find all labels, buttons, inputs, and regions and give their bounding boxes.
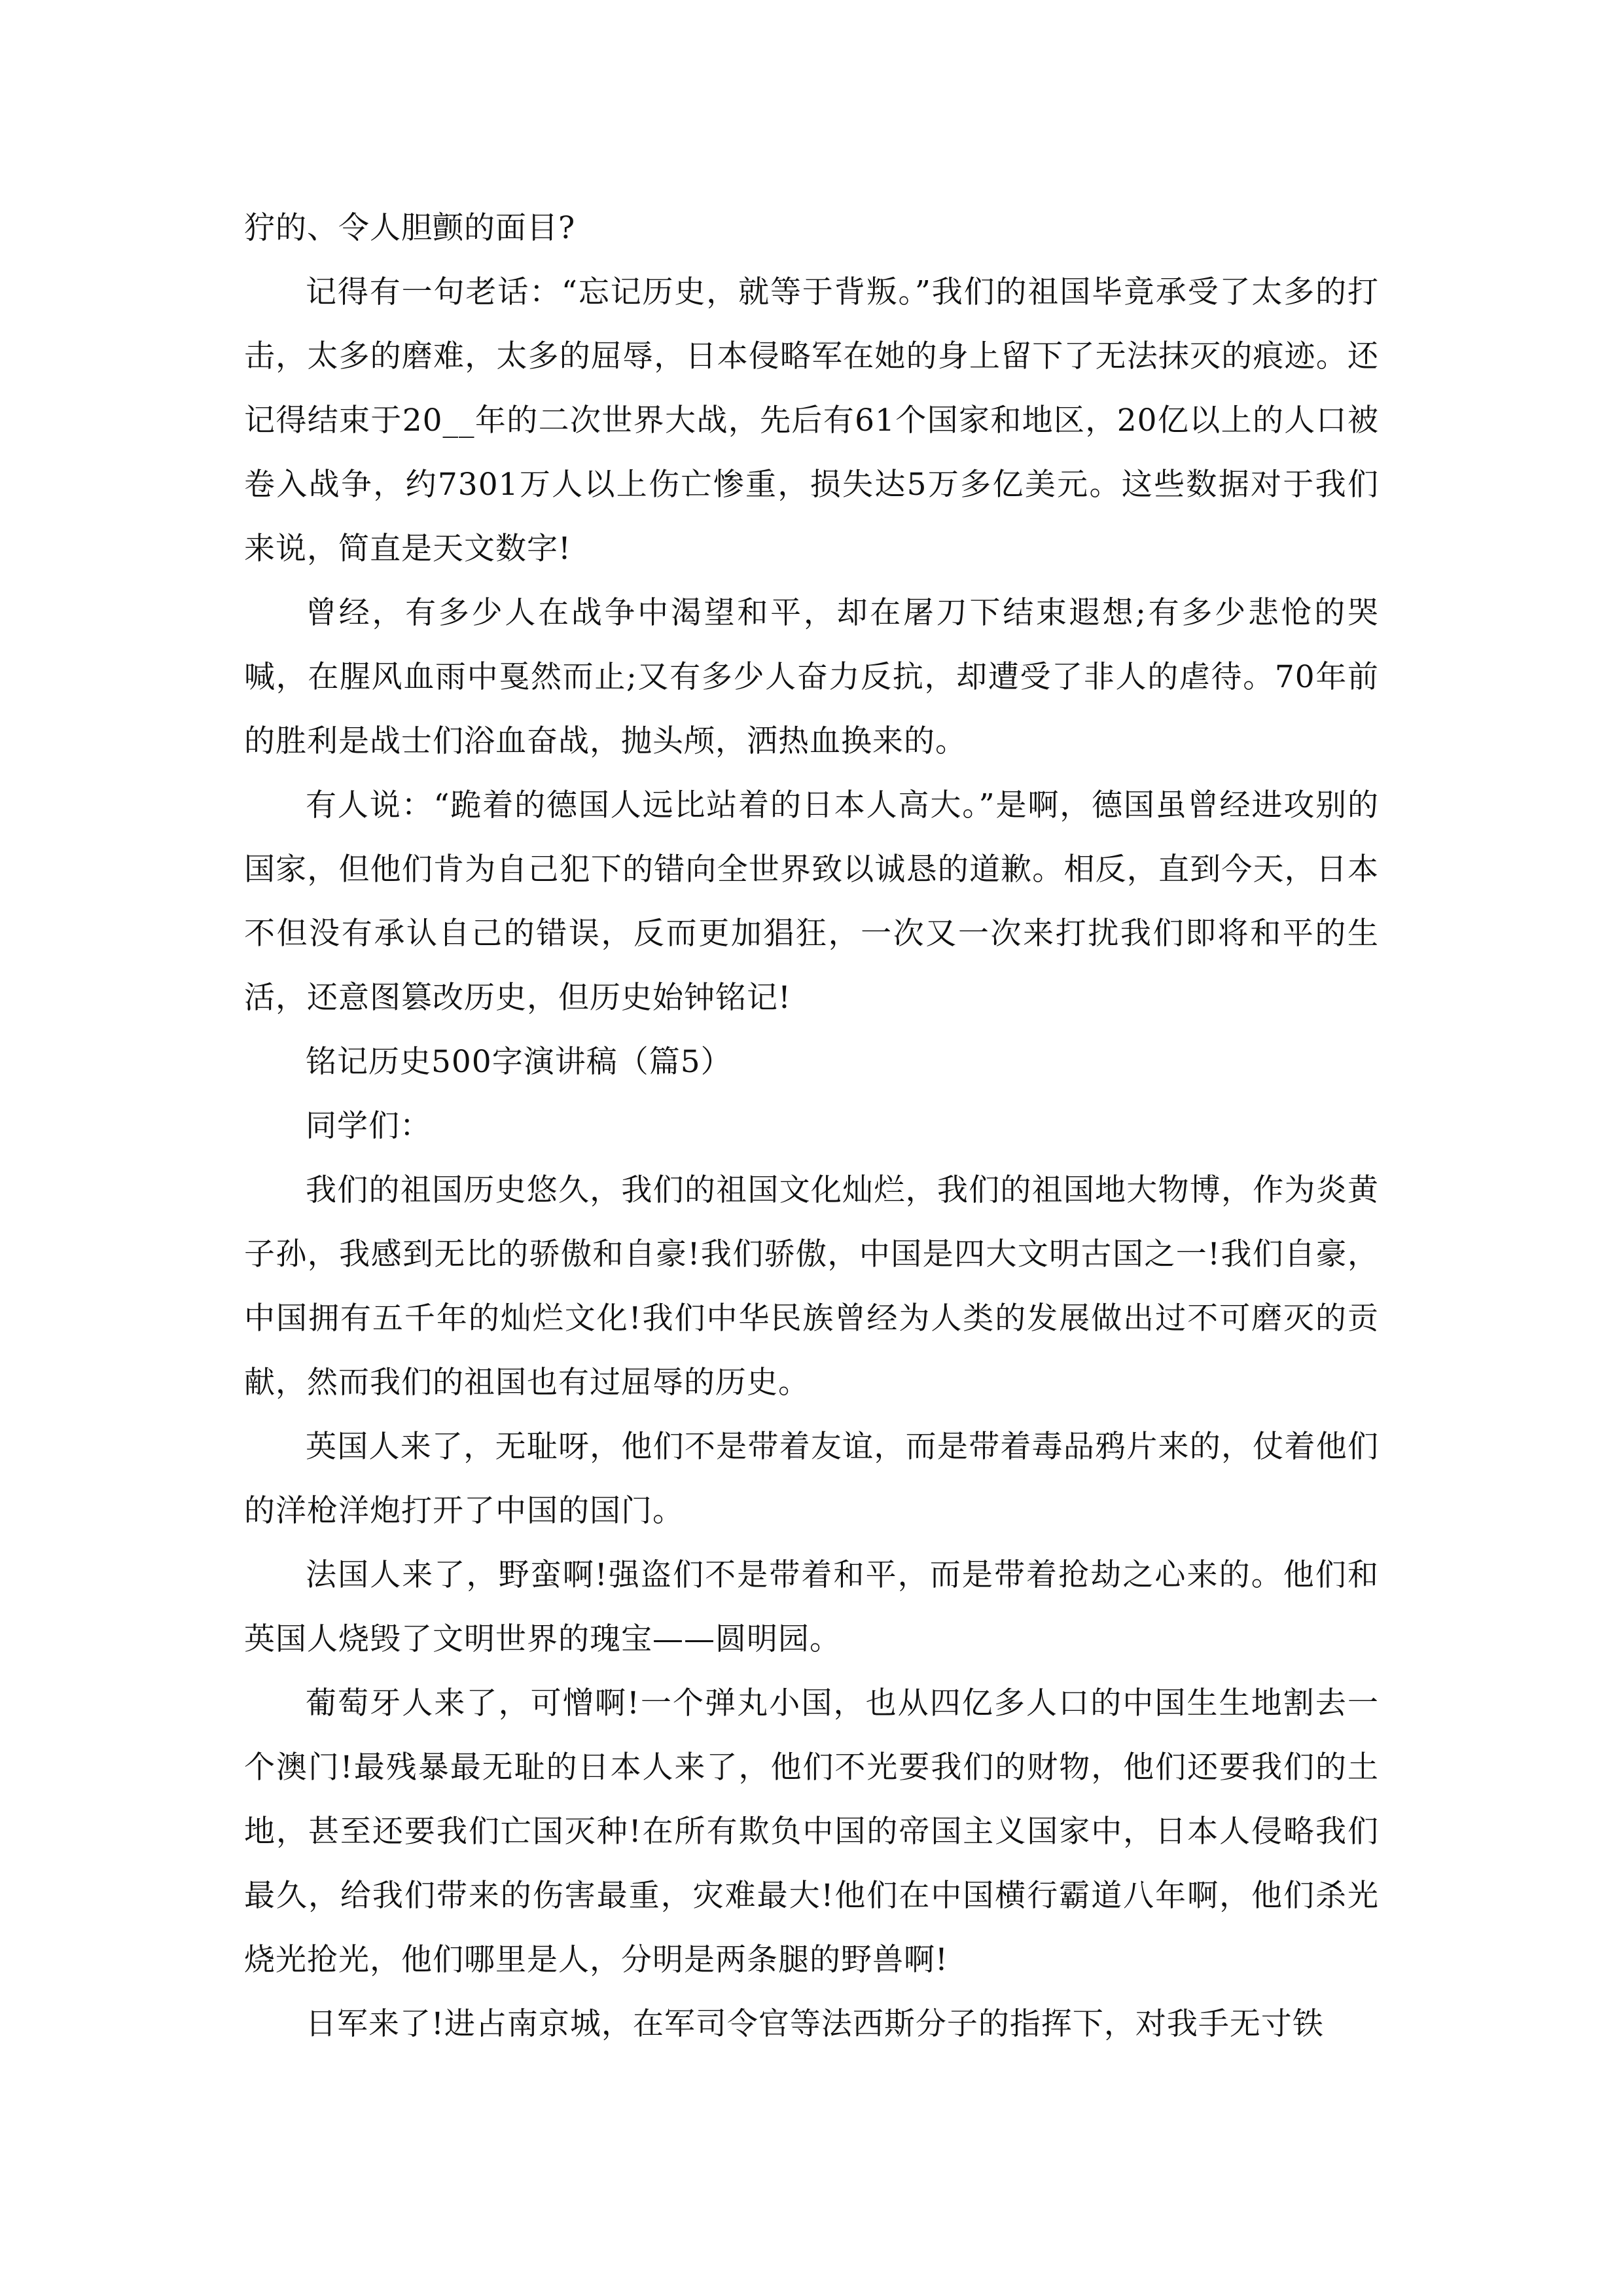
salutation: 同学们： xyxy=(306,1108,431,1144)
paragraph: 英国人来了，无耻呀，他们不是带着友谊，而是带着毒品鸦片来的，仗着他们的洋枪洋炮打开了中国的国门。 xyxy=(244,1429,1379,1529)
section-heading: 铭记历史500字演讲稿（篇5） xyxy=(306,1044,732,1080)
paragraph: 有人说：“跪着的德国人远比站着的日本人高大。”是啊，德国虽曾经进攻别的国家，但他们肯为自己犯下的错向全世界致以诚恳的道歉。相反，直到今天，日本不但没有承认自己的错误，反而更加猖狂，一次又一次来打扰我们即将和平的生活，还意图篡改历史，但历史始钟铭记! xyxy=(244,787,1379,1016)
paragraph: 葡萄牙人来了，可憎啊!一个弹丸小国，也从四亿多人口的中国生生地割去一个澳门!最残暴最无耻的日本人来了，他们不光要我们的财物，他们还要我们的土地，甚至还要我们亡国灭种!在所有欺负中国的帝国主义国家中，日本人侵略我们最久，给我们带来的伤害最重，灾难最大!他们在中国横行霸道八年啊，他们杀光烧光抢光，他们哪里是人，分明是两条腿的野兽啊! xyxy=(244,1685,1379,1978)
paragraph: 我们的祖国历史悠久，我们的祖国文化灿烂，我们的祖国地大物博，作为炎黄子孙，我感到无比的骄傲和自豪!我们骄傲，中国是四大文明古国之一!我们自豪，中国拥有五千年的灿烂文化!我们中华民族曾经为人类的发展做出过不可磨灭的贡献，然而我们的祖国也有过屈辱的历史。 xyxy=(244,1172,1379,1401)
paragraph: 法国人来了，野蛮啊!强盗们不是带着和平，而是带着抢劫之心来的。他们和英国人烧毁了文明世界的瑰宝——圆明园。 xyxy=(244,1557,1379,1657)
paragraph: 记得有一句老话：“忘记历史，就等于背叛。”我们的祖国毕竟承受了太多的打击，太多的磨难，太多的屈辱，日本侵略军在她的身上留下了无法抹灭的痕迹。还记得结束于20__年的二次世界大战，先后有61个国家和地区，20亿以上的人口被卷入战争，约7301万人以上伤亡惨重，损失达5万多亿美元。这些数据对于我们来说，简直是天文数字! xyxy=(244,274,1379,567)
document-body xyxy=(244,196,1379,2056)
paragraph: 日军来了!进占南京城，在军司令官等法西斯分子的指挥下，对我手无寸铁 xyxy=(306,2006,1324,2042)
paragraph: 曾经，有多少人在战争中渴望和平，却在屠刀下结束遐想;有多少悲怆的哭喊，在腥风血雨中戛然而止;又有多少人奋力反抗，却遭受了非人的虐待。70年前的胜利是战士们浴血奋战，抛头颅，洒热血换来的。 xyxy=(244,595,1379,759)
paragraph-continuation: 狞的、令人胆颤的面目? xyxy=(244,210,576,246)
